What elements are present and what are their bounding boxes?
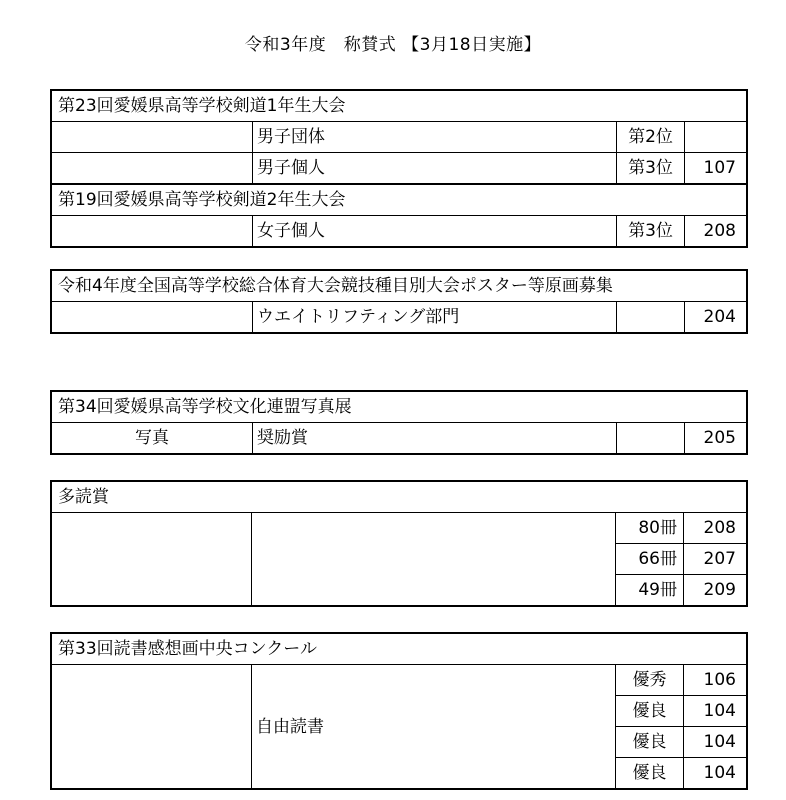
- rank-cell: 第3位: [617, 216, 685, 246]
- class-cell: 207: [684, 544, 746, 575]
- event-cell: [252, 513, 616, 605]
- section-header: 令和4年度全国高等学校総合体育大会競技種目別大会ポスター等原画募集: [52, 271, 746, 302]
- category-cell: [52, 122, 253, 152]
- event-cell: 女子個人: [253, 216, 617, 246]
- table-row: [52, 423, 746, 453]
- category-cell: [52, 665, 252, 788]
- section-header: 第19回愛媛県高等学校剣道2年生大会: [52, 184, 746, 216]
- rank-cell: 優良: [616, 727, 684, 758]
- page-title: 令和3年度 称賛式 【3月18日実施】: [244, 35, 542, 55]
- award-block-poster: [50, 269, 748, 334]
- table-row: [52, 216, 746, 246]
- rank-cell: 優秀: [616, 665, 684, 696]
- drawing-table: [52, 665, 746, 788]
- class-cell: 106: [684, 665, 746, 696]
- award-block-photo: [50, 390, 748, 455]
- class-cell: 107: [703, 158, 736, 178]
- award-block-reading: [50, 480, 748, 607]
- class-cell: 204: [703, 307, 736, 327]
- class-cell: 104: [684, 696, 746, 727]
- rank-cell: 第2位: [617, 122, 685, 152]
- class-cell: 208: [684, 513, 746, 544]
- section-header: 第23回愛媛県高等学校剣道1年生大会: [52, 91, 746, 122]
- rank-cell: [617, 423, 685, 453]
- rank-cell: [617, 302, 685, 332]
- table-row: [52, 122, 746, 153]
- event-cell: 奨励賞: [253, 423, 617, 453]
- event-cell: 男子個人: [253, 153, 617, 183]
- category-cell: [52, 513, 252, 605]
- award-block-drawing: [50, 632, 748, 790]
- section-header: 第34回愛媛県高等学校文化連盟写真展: [52, 392, 746, 423]
- award-block-kendo: [50, 89, 748, 248]
- rank-cell: 優良: [616, 758, 684, 788]
- section-header: 多読賞: [52, 482, 746, 513]
- section-header: 第33回読書感想画中央コンクール: [52, 634, 746, 665]
- book-count-cell: 49冊: [616, 575, 684, 605]
- class-cell: 104: [684, 727, 746, 758]
- class-cell: 205: [703, 428, 736, 448]
- book-count-cell: 66冊: [616, 544, 684, 575]
- class-cell: 209: [703, 580, 736, 600]
- class-cell: 104: [703, 763, 736, 783]
- reading-table: [52, 513, 746, 605]
- table-row: [52, 302, 746, 332]
- event-cell: 男子団体: [253, 122, 617, 152]
- event-cell: ウエイトリフティング部門: [253, 302, 617, 332]
- book-count-cell: 80冊: [616, 513, 684, 544]
- event-cell: 自由読書: [252, 665, 616, 788]
- category-cell: 写真: [52, 423, 253, 453]
- rank-cell: 第3位: [617, 153, 685, 183]
- category-cell: [52, 153, 253, 183]
- table-row: [52, 153, 746, 184]
- rank-cell: 優良: [616, 696, 684, 727]
- class-cell: 208: [703, 221, 736, 241]
- category-cell: [52, 302, 253, 332]
- category-cell: [52, 216, 253, 246]
- class-cell: [685, 122, 746, 152]
